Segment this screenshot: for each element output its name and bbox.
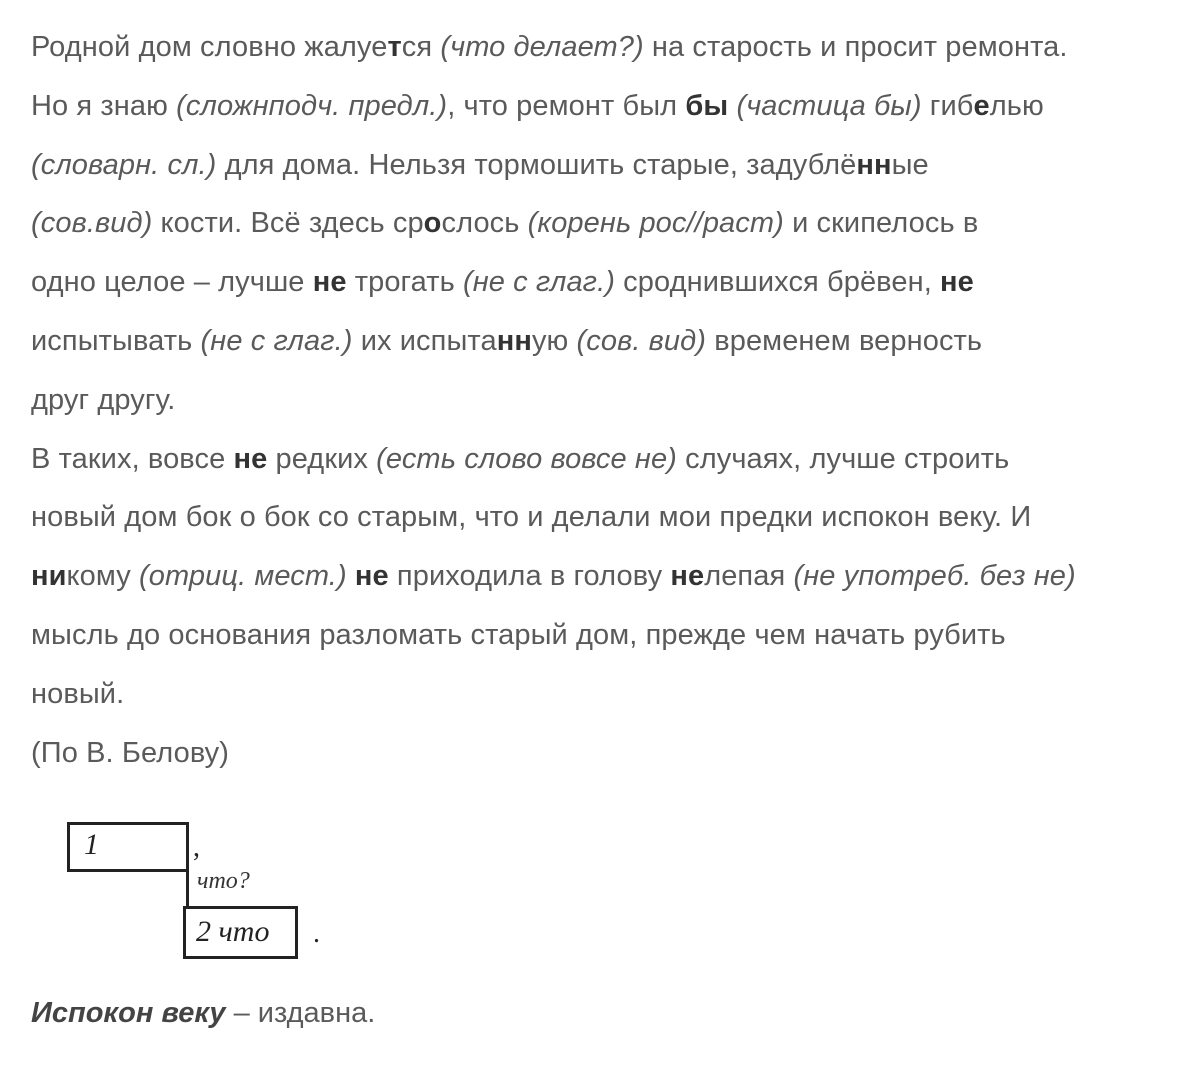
highlight-letter: нн <box>856 148 892 181</box>
text-run: на старость и просит ремонта. <box>643 31 1068 63</box>
text-line <box>31 606 1181 665</box>
scheme-comma: , <box>193 832 200 863</box>
highlight-word: не <box>354 560 389 593</box>
text-run: ся <box>401 31 441 63</box>
highlight-word: не <box>670 560 705 593</box>
clause-label: 2 что <box>196 915 270 948</box>
text-run: их испыта <box>352 324 497 357</box>
text-run: новый. <box>31 677 125 710</box>
text-run: В таких, вовсе <box>31 442 234 475</box>
text-run: одно целое – лучше <box>31 266 313 299</box>
grammar-note: (сов. вид) <box>576 324 707 357</box>
text-run: новый дом бок о бок со старым, что и делали мои предки испокон веку. И <box>31 501 1032 534</box>
text-run: редких <box>267 442 377 475</box>
text-line <box>31 371 1181 430</box>
clause-box-main <box>67 822 189 872</box>
grammar-note: (отриц. мест.) <box>139 560 347 593</box>
scheme-period: . <box>313 918 320 949</box>
text-passage <box>31 18 1181 782</box>
text-line <box>31 77 1181 136</box>
text-run: Родной дом словно жалуе <box>31 31 388 63</box>
text-run: испытывать <box>31 324 201 357</box>
scheme-question: что? <box>197 868 250 894</box>
text-run: трогать <box>346 266 463 299</box>
text-line <box>31 136 1181 195</box>
clause-box-subordinate <box>183 906 298 959</box>
text-run: слось <box>441 207 528 240</box>
source-attribution: (По В. Белову) <box>31 736 230 769</box>
grammar-note: (словарн. сл.) <box>31 148 217 181</box>
text-line <box>31 665 1181 724</box>
text-run: сроднившихся брёвен, <box>615 266 941 299</box>
definition-text: – издавна. <box>225 997 376 1029</box>
highlight-letter: о <box>423 207 442 240</box>
highlight-word: бы <box>685 89 729 122</box>
text-run: , что ремонт был <box>447 89 686 122</box>
text-line <box>31 194 1181 253</box>
grammar-note: (частица бы) <box>736 89 922 122</box>
text-run: ую <box>531 324 577 357</box>
text-line <box>31 488 1181 547</box>
text-line <box>31 18 1181 77</box>
text-run: лью <box>989 89 1044 122</box>
text-run: кости. Всё здесь ср <box>152 207 424 240</box>
text-line <box>31 724 1181 783</box>
highlight-letter: нн <box>496 324 532 357</box>
grammar-note: (есть слово вовсе не) <box>376 442 677 475</box>
highlight-word: ни <box>31 560 67 593</box>
text-run: Но я знаю <box>31 89 177 122</box>
grammar-note: (сложнподч. предл.) <box>176 89 448 122</box>
text-run: приходила в голову <box>388 560 671 593</box>
definition-term: Испокон веку <box>31 997 226 1029</box>
text-run: и скипелось в <box>783 207 979 240</box>
highlight-letter: е <box>973 89 990 122</box>
highlight-word: не <box>312 266 347 299</box>
text-run: лепая <box>704 560 794 593</box>
text-run: временем верность <box>706 324 983 357</box>
grammar-note: (корень рос//раст) <box>527 207 784 240</box>
highlight-letter: т <box>387 31 402 63</box>
text-run: ые <box>891 148 929 181</box>
highlight-word: не <box>233 442 268 475</box>
grammar-note: (сов.вид) <box>31 207 153 240</box>
text-run: кому <box>66 560 140 593</box>
text-line <box>31 430 1181 489</box>
definition <box>31 993 375 1033</box>
text-run: мысль до основания разломать старый дом, прежде чем начать рубить <box>31 618 1006 651</box>
text-line <box>31 253 1181 312</box>
text-run: для дома. Нельзя тормошить старые, задублё <box>216 148 857 181</box>
text-line <box>31 312 1181 371</box>
grammar-note: (не с глаг.) <box>462 266 615 299</box>
text-run: случаях, лучше строить <box>676 442 1010 475</box>
grammar-note: (не с глаг.) <box>200 324 353 357</box>
highlight-word: не <box>940 266 974 299</box>
text-run: друг другу. <box>31 383 176 416</box>
text-run <box>347 560 355 592</box>
text-line <box>31 547 1181 606</box>
scheme-connector-line <box>186 870 189 908</box>
text-run: гиб <box>921 89 974 122</box>
clause-number: 1 <box>84 828 99 861</box>
grammar-note: (что делает?) <box>440 31 644 63</box>
grammar-note: (не употреб. без не) <box>793 560 1076 593</box>
